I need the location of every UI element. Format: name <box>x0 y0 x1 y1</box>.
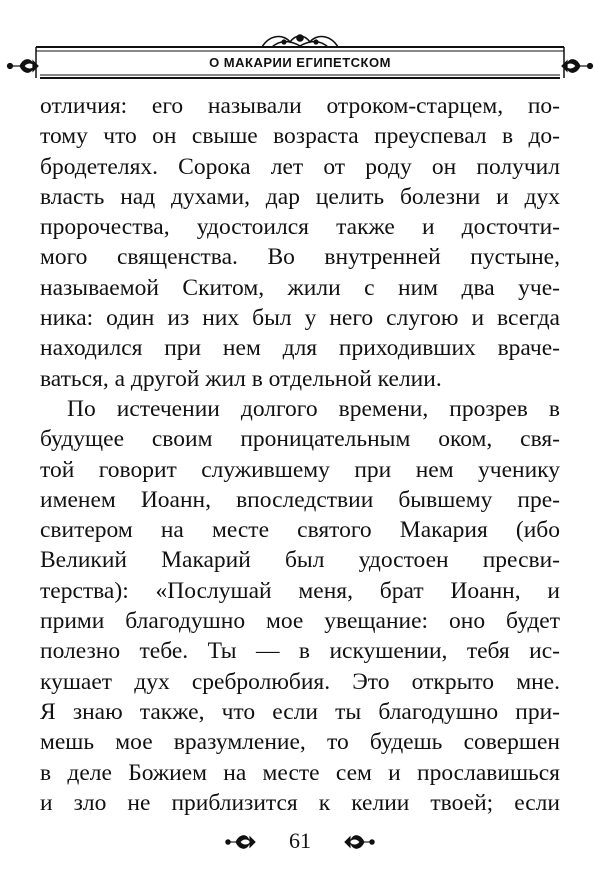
text-line: ника: один из них был у него слугою и всегда <box>40 305 560 332</box>
text-line: Великий Макарий был удостоен пресви- <box>40 547 560 574</box>
page-footer <box>0 822 600 862</box>
page-number: 61 <box>289 828 311 853</box>
text-line: кушает дух сребролюбия. Это открыто мне. <box>40 668 560 695</box>
text-line: бродетелях. Сорока лет от роду он получил <box>40 153 560 180</box>
text-line: свитером на месте святого Макария (ибо <box>40 517 560 544</box>
text-line: находился при нем для приходивших враче- <box>40 335 560 362</box>
text-line: тому что он свыше возраста преуспевал в до- <box>40 123 560 150</box>
text-line: в деле Божием на месте сем и прославишься <box>40 759 560 786</box>
text-line: терства): «Послушай меня, брат Иоанн, и <box>40 577 560 604</box>
paragraph-first-line: По истечении долгого времени, прозрев в <box>67 395 560 422</box>
text-line: мешь мое вразумление, то будешь совершен <box>40 729 560 756</box>
text-line: ваться, а другой жил в отдельной келии. <box>40 365 442 392</box>
text-line: называемой Скитом, жили с ним два уче- <box>40 274 560 301</box>
text-line: полезно тебе. Ты — в искушении, тебя ис- <box>40 638 560 665</box>
text-line: той говорит служившему при нем ученику <box>40 456 560 483</box>
top-center-flourish-icon <box>262 35 338 47</box>
text-line: и зло не приблизится к келии твоей; если <box>40 789 560 816</box>
text-line: прими благодушно мое увещание: оно будет <box>40 608 560 635</box>
body-text <box>40 91 560 818</box>
text-line: именем Иоанн, впоследствии бывшему пре- <box>40 486 560 513</box>
text-line: отличия: его называли отроком-старцем, по- <box>40 93 560 119</box>
text-line: Я знаю также, что если ты благодушно при- <box>40 698 560 725</box>
running-title: О МАКАРИИ ЕГИПЕТСКОМ <box>209 55 391 70</box>
text-line: будущее своим проницательным оком, свя- <box>40 426 560 453</box>
text-line: мого священства. Во внутренней пустыне, <box>40 244 560 271</box>
page-header <box>0 30 600 90</box>
text-line: пророчества, удостоился также и досточти- <box>40 214 560 241</box>
text-line: власть над духами, дар целить болезни и дух <box>40 183 560 210</box>
